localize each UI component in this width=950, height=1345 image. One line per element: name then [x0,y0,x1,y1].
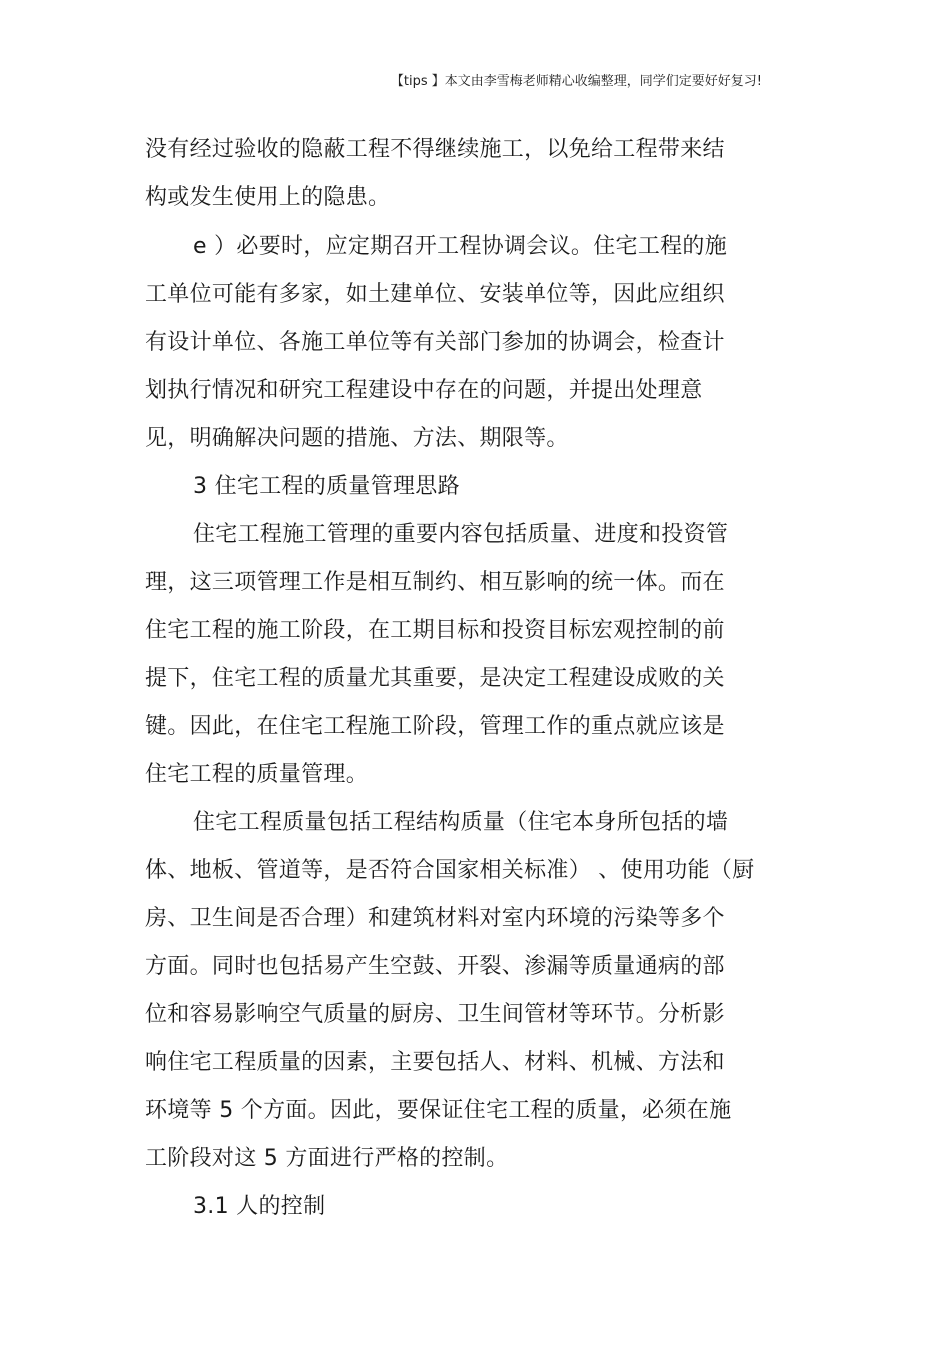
text-line: 划执行情况和研究工程建设中存在的问题，并提出处理意 [145,378,703,403]
text-line: 有设计单位、各施工单位等有关部门参加的协调会，检查计 [145,330,725,355]
text-line: 没有经过验收的隐蔽工程不得继续施工，以免给工程带来结 [145,137,725,162]
text-line: 住宅工程质量包括工程结构质量（住宅本身所包括的墙 [193,810,729,835]
tips-header: 【tips 】本文由李雪梅老师精心收编整理，同学们定要好好复习! [390,74,762,89]
text-line: 住宅工程的质量管理。 [145,762,369,787]
text-line: 体、地板、管道等，是否符合国家相关标准） 、使用功能（厨 [145,858,755,883]
text-line: 方面。同时也包括易产生空鼓、开裂、渗漏等质量通病的部 [145,954,725,979]
section-heading: 3 住宅工程的质量管理思路 [193,474,460,499]
text-line: 住宅工程的施工阶段，在工期目标和投资目标宏观控制的前 [145,618,725,643]
text-line: 提下，住宅工程的质量尤其重要，是决定工程建设成败的关 [145,666,725,691]
text-line: 环境等 5 个方面。因此，要保证住宅工程的质量，必须在施 [145,1098,732,1123]
text-line: e ）必要时，应定期召开工程协调会议。住宅工程的施 [193,234,728,259]
text-line: 工阶段对这 5 方面进行严格的控制。 [145,1146,509,1171]
text-line: 理，这三项管理工作是相互制约、相互影响的统一体。而在 [145,570,725,595]
section-heading: 3.1 人的控制 [193,1194,326,1219]
text-line: 构或发生使用上的隐患。 [145,185,391,210]
text-line: 键。因此，在住宅工程施工阶段，管理工作的重点就应该是 [145,714,725,739]
text-line: 房、卫生间是否合理）和建筑材料对室内环境的污染等多个 [145,906,725,931]
text-line: 见，明确解决问题的措施、方法、期限等。 [145,426,569,451]
text-line: 工单位可能有多家，如土建单位、安装单位等，因此应组织 [145,282,725,307]
text-line: 响住宅工程质量的因素，主要包括人、材料、机械、方法和 [145,1050,725,1075]
text-line: 位和容易影响空气质量的厨房、卫生间管材等环节。分析影 [145,1002,725,1027]
text-line: 住宅工程施工管理的重要内容包括质量、进度和投资管 [193,522,729,547]
